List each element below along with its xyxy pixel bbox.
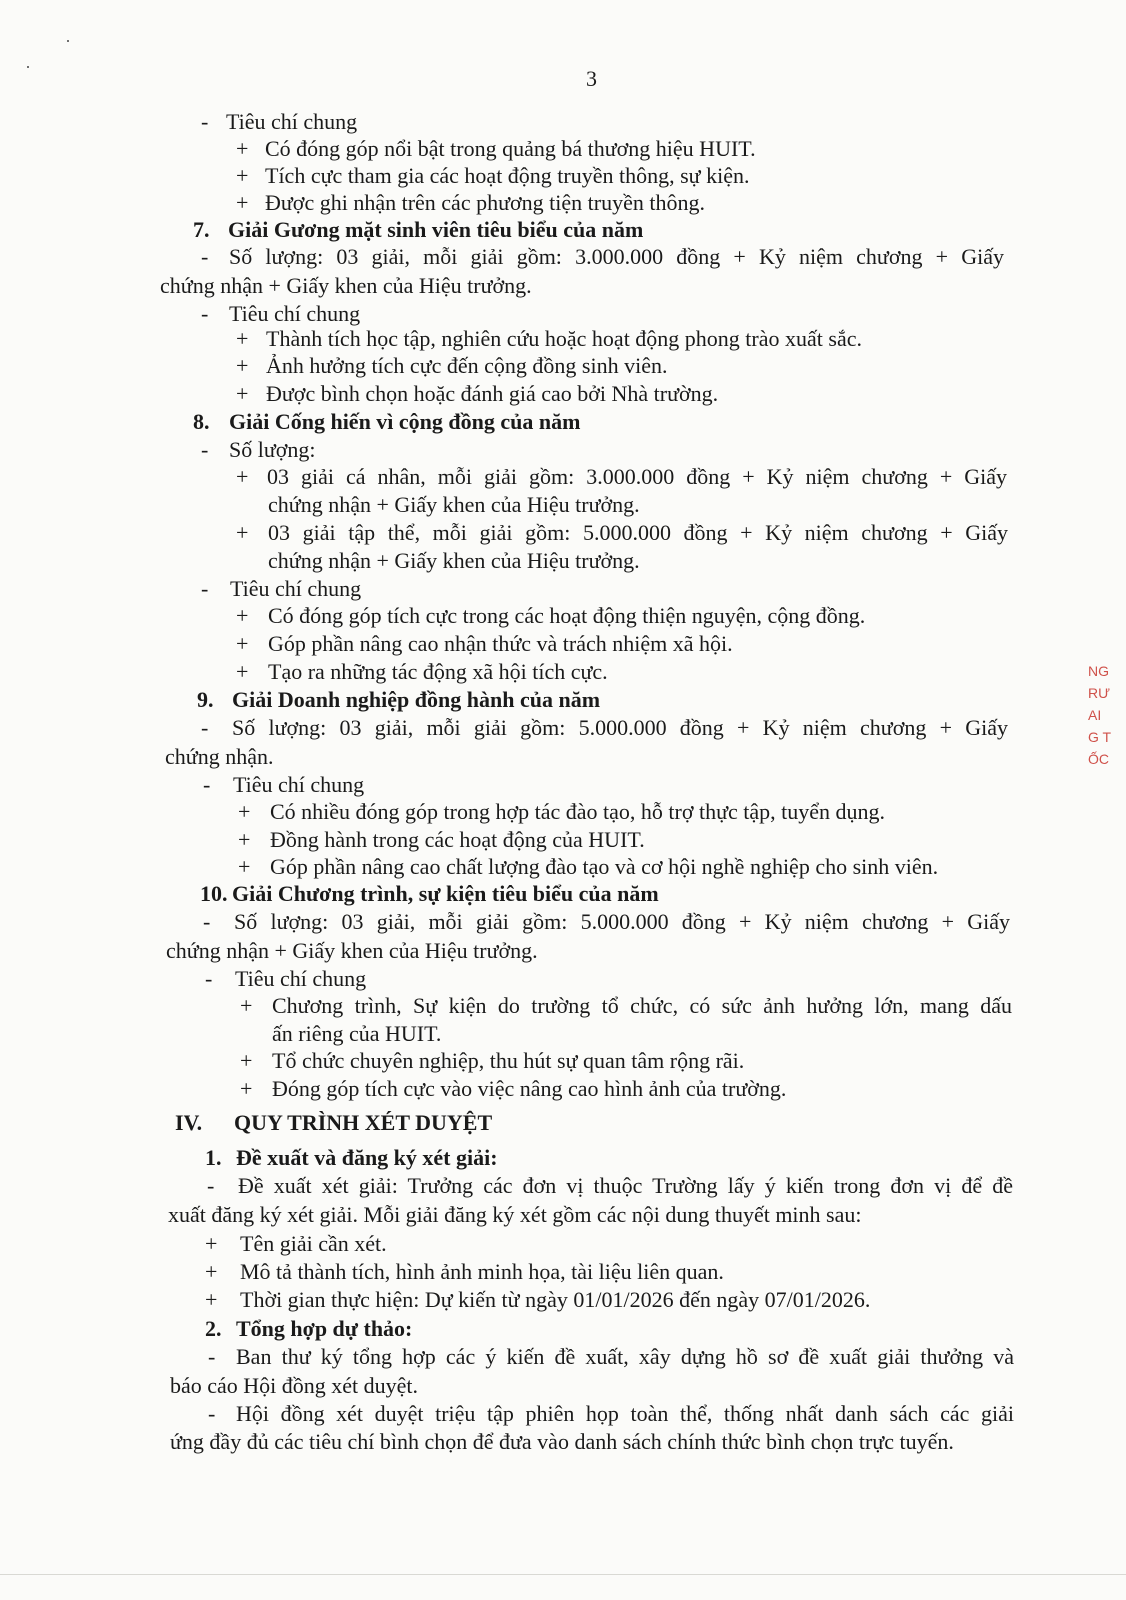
text-line: 03 giải tập thể, mỗi giải gồm: 5.000.000 đồng + Kỷ niệm chương + Giấy xyxy=(268,520,1008,545)
list-marker: + xyxy=(240,993,253,1018)
list-marker: + xyxy=(240,1048,253,1073)
scan-speck xyxy=(67,40,69,42)
stamp-text: G T xyxy=(1088,729,1112,745)
list-marker: - xyxy=(203,772,211,797)
text-line: Đồng hành trong các hoạt động của HUIT. xyxy=(270,827,645,852)
list-marker: + xyxy=(238,854,251,879)
list-marker: + xyxy=(236,520,249,545)
text-line: Được bình chọn hoặc đánh giá cao bởi Nhà trường. xyxy=(266,381,719,406)
section-heading: QUY TRÌNH XÉT DUYỆT xyxy=(234,1110,493,1135)
list-marker: + xyxy=(205,1231,218,1256)
list-marker: - xyxy=(208,1401,216,1426)
stamp-text: AI xyxy=(1088,707,1102,723)
text-line: Tiêu chí chung xyxy=(230,576,362,601)
list-marker: - xyxy=(205,966,213,991)
text-line: chứng nhận + Giấy khen của Hiệu trưởng. xyxy=(166,938,538,963)
stamp-text: NG xyxy=(1088,663,1109,679)
scan-speck xyxy=(27,66,29,68)
text-line: Có nhiều đóng góp trong hợp tác đào tạo, hỗ trợ thực tập, tuyển dụng. xyxy=(270,799,886,824)
text-line: xuất đăng ký xét giải. Mỗi giải đăng ký xét gồm các nội dung thuyết minh sau: xyxy=(168,1202,862,1227)
section-heading: Giải Chương trình, sự kiện tiêu biểu của năm xyxy=(232,881,659,906)
list-marker: - xyxy=(201,244,209,269)
list-marker: + xyxy=(236,190,249,215)
text-line: báo cáo Hội đồng xét duyệt. xyxy=(170,1373,419,1398)
list-marker: + xyxy=(238,827,251,852)
stamp-fragment xyxy=(1088,660,1111,770)
text-line: Tiêu chí chung xyxy=(233,772,365,797)
text-line: Số lượng: xyxy=(229,437,316,462)
text-line: Thành tích học tập, nghiên cứu hoặc hoạt động phong trào xuất sắc. xyxy=(266,326,862,351)
list-marker: 2. xyxy=(205,1316,222,1341)
list-marker: - xyxy=(207,1173,215,1198)
text-line: chứng nhận. xyxy=(165,744,274,769)
list-marker: + xyxy=(240,1076,253,1101)
list-marker: - xyxy=(201,301,209,326)
scan-edge xyxy=(0,1574,1126,1575)
list-marker: + xyxy=(236,631,249,656)
page-number: 3 xyxy=(586,66,597,91)
list-marker: + xyxy=(236,381,249,406)
text-line: Có đóng góp tích cực trong các hoạt động thiện nguyện, cộng đồng. xyxy=(268,603,866,628)
text-line: Đóng góp tích cực vào việc nâng cao hình ảnh của trường. xyxy=(272,1076,787,1101)
list-marker: - xyxy=(201,437,209,462)
text-line: Số lượng: 03 giải, mỗi giải gồm: 5.000.000 đồng + Kỷ niệm chương + Giấy xyxy=(232,715,1008,740)
text-line: Tiêu chí chung xyxy=(226,109,358,134)
text-line: Ban thư ký tổng hợp các ý kiến đề xuất, xây dựng hồ sơ đề xuất giải thưởng và xyxy=(236,1344,1014,1369)
list-marker: + xyxy=(236,603,249,628)
list-marker: + xyxy=(236,163,249,188)
list-marker: 1. xyxy=(205,1145,222,1170)
text-line: Góp phần nâng cao nhận thức và trách nhiệm xã hội. xyxy=(268,631,733,656)
list-marker: + xyxy=(236,136,249,161)
text-line: Được ghi nhận trên các phương tiện truyền thông. xyxy=(265,190,705,215)
list-marker: + xyxy=(238,799,251,824)
text-line: Mô tả thành tích, hình ảnh minh họa, tài liệu liên quan. xyxy=(240,1259,724,1284)
text-line: Ảnh hưởng tích cực đến cộng đồng sinh viên. xyxy=(266,353,668,378)
list-marker: + xyxy=(236,326,249,351)
text-line: Thời gian thực hiện: Dự kiến từ ngày 01/01/2026 đến ngày 07/01/2026. xyxy=(240,1287,871,1312)
section-heading: Đề xuất và đăng ký xét giải: xyxy=(236,1145,498,1170)
section-heading: Giải Gương mặt sinh viên tiêu biểu của năm xyxy=(228,217,644,242)
text-line: Tiêu chí chung xyxy=(229,301,361,326)
list-marker: - xyxy=(201,715,209,740)
text-line: Chương trình, Sự kiện do trường tổ chức, có sức ảnh hưởng lớn, mang dấu xyxy=(272,993,1012,1018)
list-marker: + xyxy=(236,464,249,489)
list-marker: - xyxy=(201,109,209,134)
section-heading: Tổng hợp dự thảo: xyxy=(236,1316,413,1341)
text-line: Tên giải cần xét. xyxy=(240,1231,387,1256)
list-marker: + xyxy=(205,1287,218,1312)
text-line: Số lượng: 03 giải, mỗi giải gồm: 3.000.000 đồng + Kỷ niệm chương + Giấy xyxy=(229,244,1004,269)
text-line: Tạo ra những tác động xã hội tích cực. xyxy=(268,659,608,684)
list-marker: 8. xyxy=(193,409,210,434)
text-line: Số lượng: 03 giải, mỗi giải gồm: 5.000.000 đồng + Kỷ niệm chương + Giấy xyxy=(234,909,1010,934)
list-marker: 9. xyxy=(197,687,214,712)
text-line: ấn riêng của HUIT. xyxy=(272,1021,442,1046)
text-line: Có đóng góp nổi bật trong quảng bá thương hiệu HUIT. xyxy=(265,136,756,161)
stamp-text: RƯ xyxy=(1088,685,1111,701)
text-line: Tổ chức chuyên nghiệp, thu hút sự quan tâm rộng rãi. xyxy=(272,1048,745,1073)
list-marker: + xyxy=(205,1259,218,1284)
list-marker: + xyxy=(236,353,249,378)
list-marker: + xyxy=(236,659,249,684)
text-line: chứng nhận + Giấy khen của Hiệu trưởng. xyxy=(268,492,640,517)
text-line: Tích cực tham gia các hoạt động truyền thông, sự kiện. xyxy=(265,163,750,188)
list-marker: 7. xyxy=(193,217,210,242)
text-line: Tiêu chí chung xyxy=(235,966,367,991)
text-line: 03 giải cá nhân, mỗi giải gồm: 3.000.000 đồng + Kỷ niệm chương + Giấy xyxy=(267,464,1007,489)
section-heading: Giải Cống hiến vì cộng đồng của năm xyxy=(229,409,581,434)
text-line: Góp phần nâng cao chất lượng đào tạo và cơ hội nghề nghiệp cho sinh viên. xyxy=(270,854,939,879)
text-line: chứng nhận + Giấy khen của Hiệu trưởng. xyxy=(268,548,640,573)
list-marker: - xyxy=(208,1344,216,1369)
text-line: Hội đồng xét duyệt triệu tập phiên họp toàn thể, thống nhất danh sách các giải xyxy=(236,1401,1014,1426)
text-line: chứng nhận + Giấy khen của Hiệu trưởng. xyxy=(160,273,532,298)
list-marker: - xyxy=(201,576,209,601)
stamp-text: ỐC xyxy=(1088,751,1109,767)
text-line: ứng đầy đủ các tiêu chí bình chọn để đưa vào danh sách chính thức bình chọn trực tuyến. xyxy=(170,1429,954,1454)
list-marker: IV. xyxy=(175,1110,203,1135)
list-marker: - xyxy=(203,909,211,934)
section-heading: Giải Doanh nghiệp đồng hành của năm xyxy=(232,687,601,712)
list-marker: 10. xyxy=(200,881,228,906)
text-line: Đề xuất xét giải: Trưởng các đơn vị thuộc Trường lấy ý kiến trong đơn vị để đề xyxy=(238,1173,1013,1198)
